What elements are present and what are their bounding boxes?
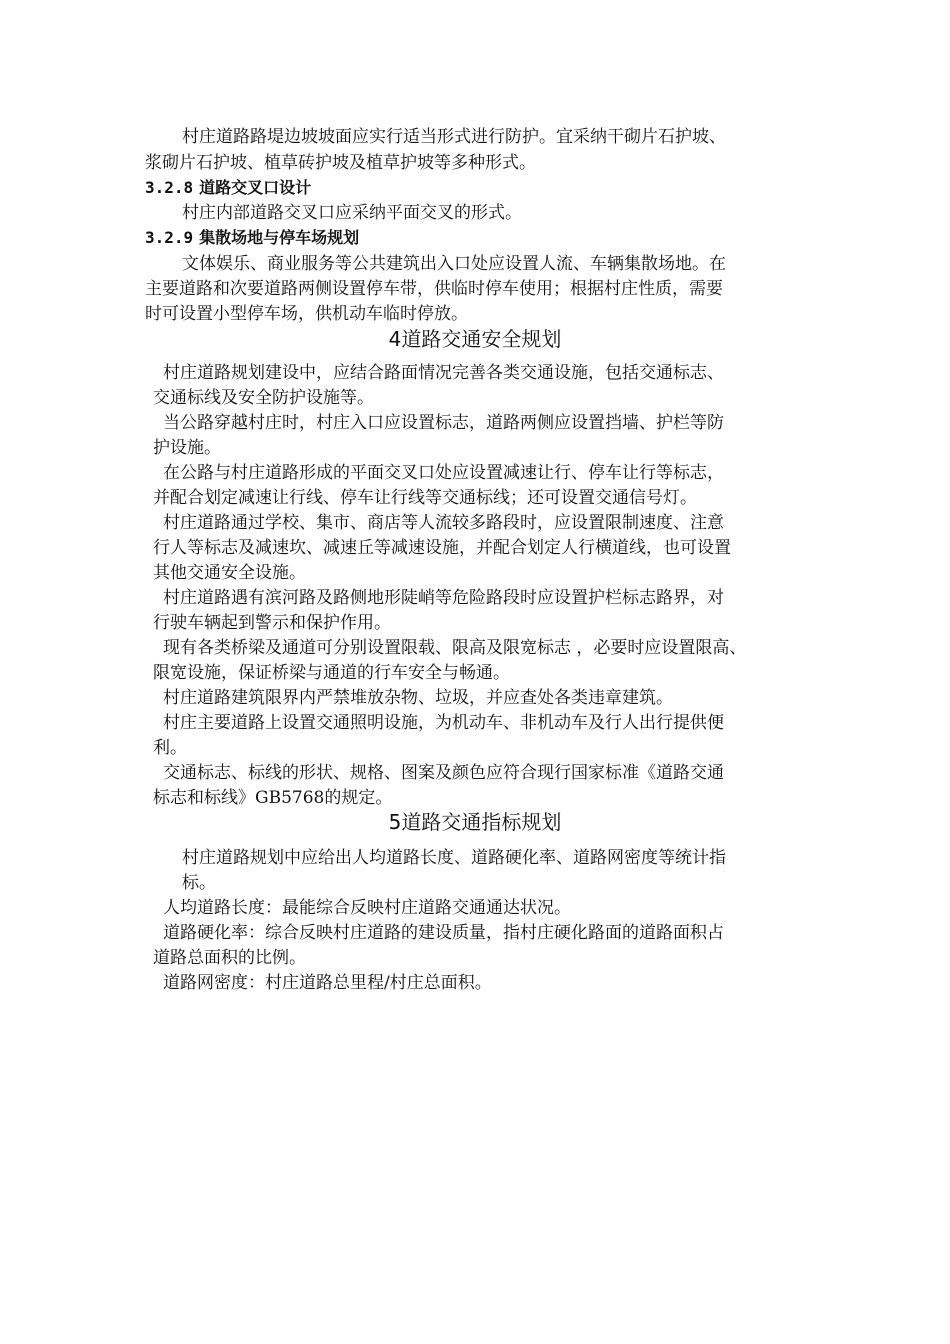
s4-paragraph-3-line2: 并配合划定减速让行线、停车让行线等交通标线；还可设置交通信号灯。 [153,488,697,508]
s4-paragraph-8-line1: 村庄主要道路上设置交通照明设施，为机动车、非机动车及行人出行提供便 [163,713,724,733]
s4-paragraph-8-line2: 利。 [153,738,187,758]
heading-number: 3.2.9 [145,228,194,247]
paragraph-parking-line1: 文体娱乐、商业服务等公共建筑出入口处应设置人流、车辆集散场地。在 [182,254,726,274]
paragraph-intersection: 村庄内部道路交叉口应采纳平面交叉的形式。 [182,203,522,223]
s4-paragraph-2-line2: 护设施。 [153,438,221,458]
s5-paragraph-3-line1: 道路硬化率：综合反映村庄道路的建设质量，指村庄硬化路面的道路面积占 [163,923,724,943]
s4-paragraph-7: 村庄道路建筑限界内严禁堆放杂物、垃圾，并应查处各类违章建筑。 [163,688,673,708]
s4-paragraph-9-line1: 交通标志、标线的形状、规格、图案及颜色应符合现行国家标准《道路交通 [163,763,724,783]
s4-paragraph-9-line2: 标志和标线》GB5768的规定。 [153,788,393,808]
heading-section-4: 4道路交通安全规划 [388,327,562,351]
s4-paragraph-6-line2: 限宽设施，保证桥梁与通道的行车安全与畅通。 [153,663,510,683]
heading-title: 集散场地与停车场规划 [199,228,360,247]
s4-paragraph-6-line1: 现有各类桥梁及通道可分别设置限载、限高及限宽标志 ，必要时应设置限高、 [163,638,747,658]
s4-paragraph-3-line1: 在公路与村庄道路形成的平面交叉口处应设置减速让行、停车让行等标志， [163,463,724,483]
heading-3-2-8 [145,176,311,200]
s4-paragraph-1-line2: 交通标线及安全防护设施等。 [153,388,374,408]
heading-section-5: 5道路交通指标规划 [388,810,562,834]
s4-paragraph-5-line2: 行驶车辆起到警示和保护作用。 [153,613,391,633]
s5-paragraph-3-line2: 道路总面积的比例。 [153,948,306,968]
s4-paragraph-2-line1: 当公路穿越村庄时，村庄入口应设置标志，道路两侧应设置挡墙、护栏等防 [163,413,724,433]
s4-paragraph-4-line1: 村庄道路通过学校、集市、商店等人流较多路段时，应设置限制速度、注意 [163,513,724,533]
paragraph-slope-protection-line1: 村庄道路路堤边坡坡面应实行适当形式进行防护。宜采纳干砌片石护坡、 [182,127,726,147]
heading-number: 3.2.8 [145,178,194,197]
s4-paragraph-4-line2: 行人等标志及减速坎、减速丘等减速设施，并配合划定人行横道线，也可设置 [153,538,731,558]
heading-title: 道路交叉口设计 [199,178,312,197]
s5-paragraph-1-line1: 村庄道路规划中应给出人均道路长度、道路硬化率、道路网密度等统计指 [182,848,726,868]
s4-paragraph-5-line1: 村庄道路遇有滨河路及路侧地形陡峭等危险路段时应设置护栏标志路界，对 [163,588,724,608]
s4-paragraph-1-line1: 村庄道路规划建设中，应结合路面情况完善各类交通设施，包括交通标志、 [163,363,724,383]
paragraph-parking-line2: 主要道路和次要道路两侧设置停车带，供临时停车使用；根据村庄性质，需要 [145,279,723,299]
s5-paragraph-4: 道路网密度：村庄道路总里程/村庄总面积。 [163,973,492,993]
paragraph-parking-line3: 时可设置小型停车场，供机动车临时停放。 [145,304,468,324]
s4-paragraph-4-line3: 其他交通安全设施。 [153,563,306,583]
s5-paragraph-1-line2: 标。 [182,873,216,893]
heading-3-2-9 [145,226,359,250]
paragraph-slope-protection-line2: 浆砌片石护坡、植草砖护坡及植草护坡等多种形式。 [145,153,536,173]
s5-paragraph-2: 人均道路长度：最能综合反映村庄道路交通通达状况。 [163,898,571,918]
